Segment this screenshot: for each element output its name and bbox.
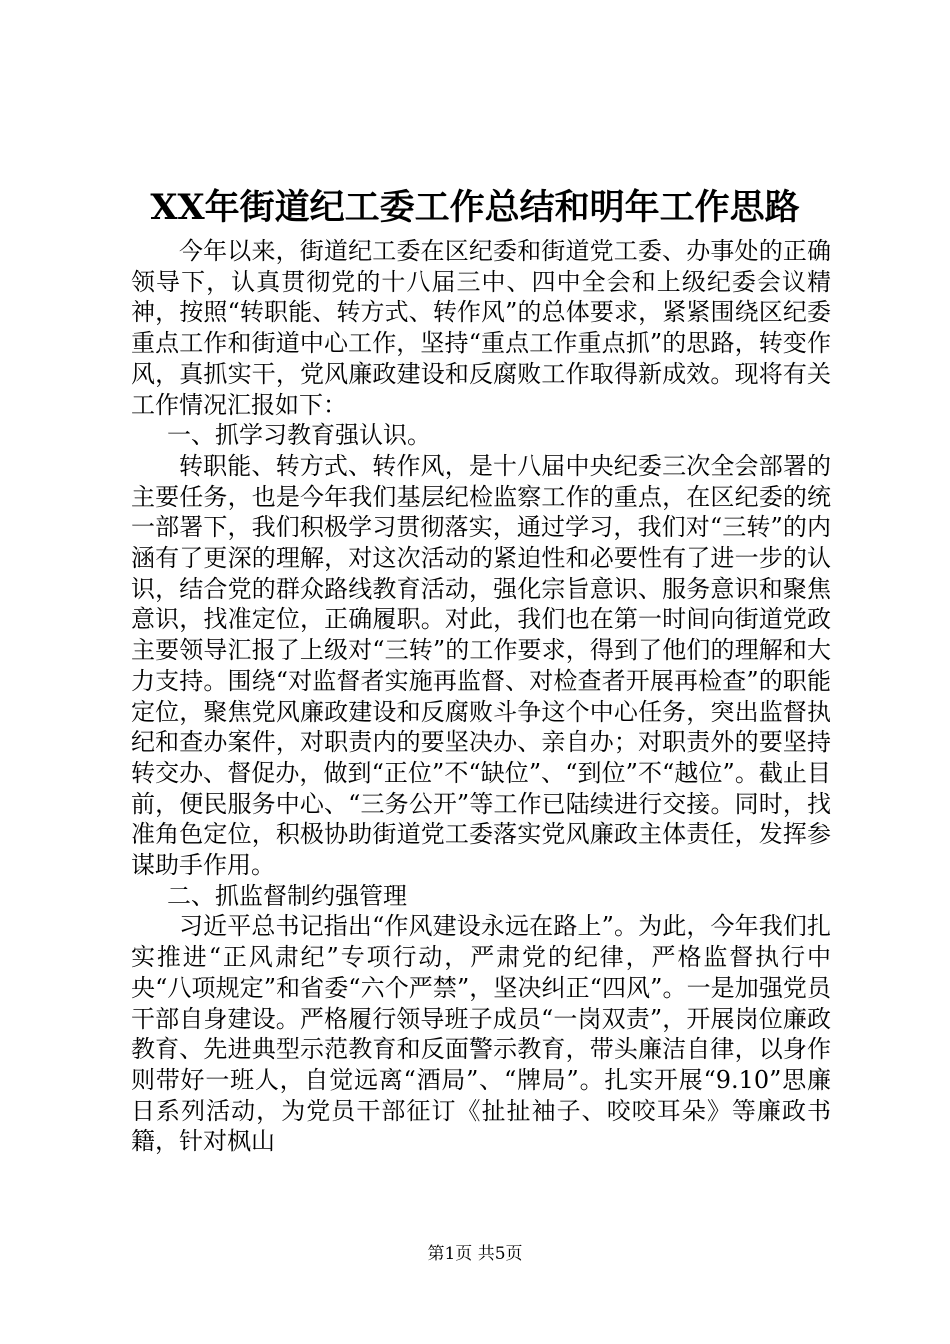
document-body xyxy=(131,236,831,1157)
paragraph-section-2: 习近平总书记指出“作风建设永远在路上”。为此，今年我们扎实推进“正风肃纪”专项行动，严肃党的纪律，严格监督执行中央“八项规定”和省委“六个严禁”，坚决纠正“四风”。一是加强党员干部自身建设。严格履行领导班子成员“一岗双责”，开展岗位廉政教育、先进典型示范教育和反面警示教育，带头廉洁自律，以身作则带好一班人，自觉远离“酒局”、“牌局”。扎实开展“9.10”思廉日系列活动，为党员干部征订《扯扯袖子、咬咬耳朵》等廉政书籍，针对枫山 xyxy=(131,912,831,1156)
page-footer: 第1页 共5页 xyxy=(427,1244,523,1264)
paragraph-section-1: 转职能、转方式、转作风，是十八届中央纪委三次全会部署的主要任务，也是今年我们基层纪检监察工作的重点，在区纪委的统一部署下，我们积极学习贯彻落实，通过学习，我们对“三转”的内涵有了更深的理解，对这次活动的紧迫性和必要性有了进一步的认识，结合党的群众路线教育活动，强化宗旨意识、服务意识和聚焦意识，找准定位，正确履职。对此，我们也在第一时间向街道党政主要领导汇报了上级对“三转”的工作要求，得到了他们的理解和大力支持。围绕“对监督者实施再监督、对检查者开展再检查”的职能定位，聚焦党风廉政建设和反腐败斗争这个中心任务，突出监督执纪和查办案件，对职责内的要坚决办、亲自办；对职责外的要坚持转交办、督促办，做到“正位”不“缺位”、“到位”不“越位”。截止目前，便民服务中心、“三务公开”等工作已陆续进行交接。同时，找准角色定位，积极协助街道党工委落实党风廉政主体责任，发挥参谋助手作用。 xyxy=(131,451,831,880)
paragraph-intro: 今年以来，街道纪工委在区纪委和街道党工委、办事处的正确领导下，认真贯彻党的十八届三中、四中全会和上级纪委会议精神，按照“转职能、转方式、转作风”的总体要求，紧紧围绕区纪委重点工作和街道中心工作，坚持“重点工作重点抓”的思路，转变作风，真抓实干，党风廉政建设和反腐败工作取得新成效。现将有关工作情况汇报如下： xyxy=(131,237,831,419)
document-title: XX年街道纪工委工作总结和明年工作思路 xyxy=(150,187,800,228)
section-heading-2: 二、抓监督制约强管理 xyxy=(167,881,407,910)
section-heading-1: 一、抓学习教育强认识。 xyxy=(167,421,431,450)
